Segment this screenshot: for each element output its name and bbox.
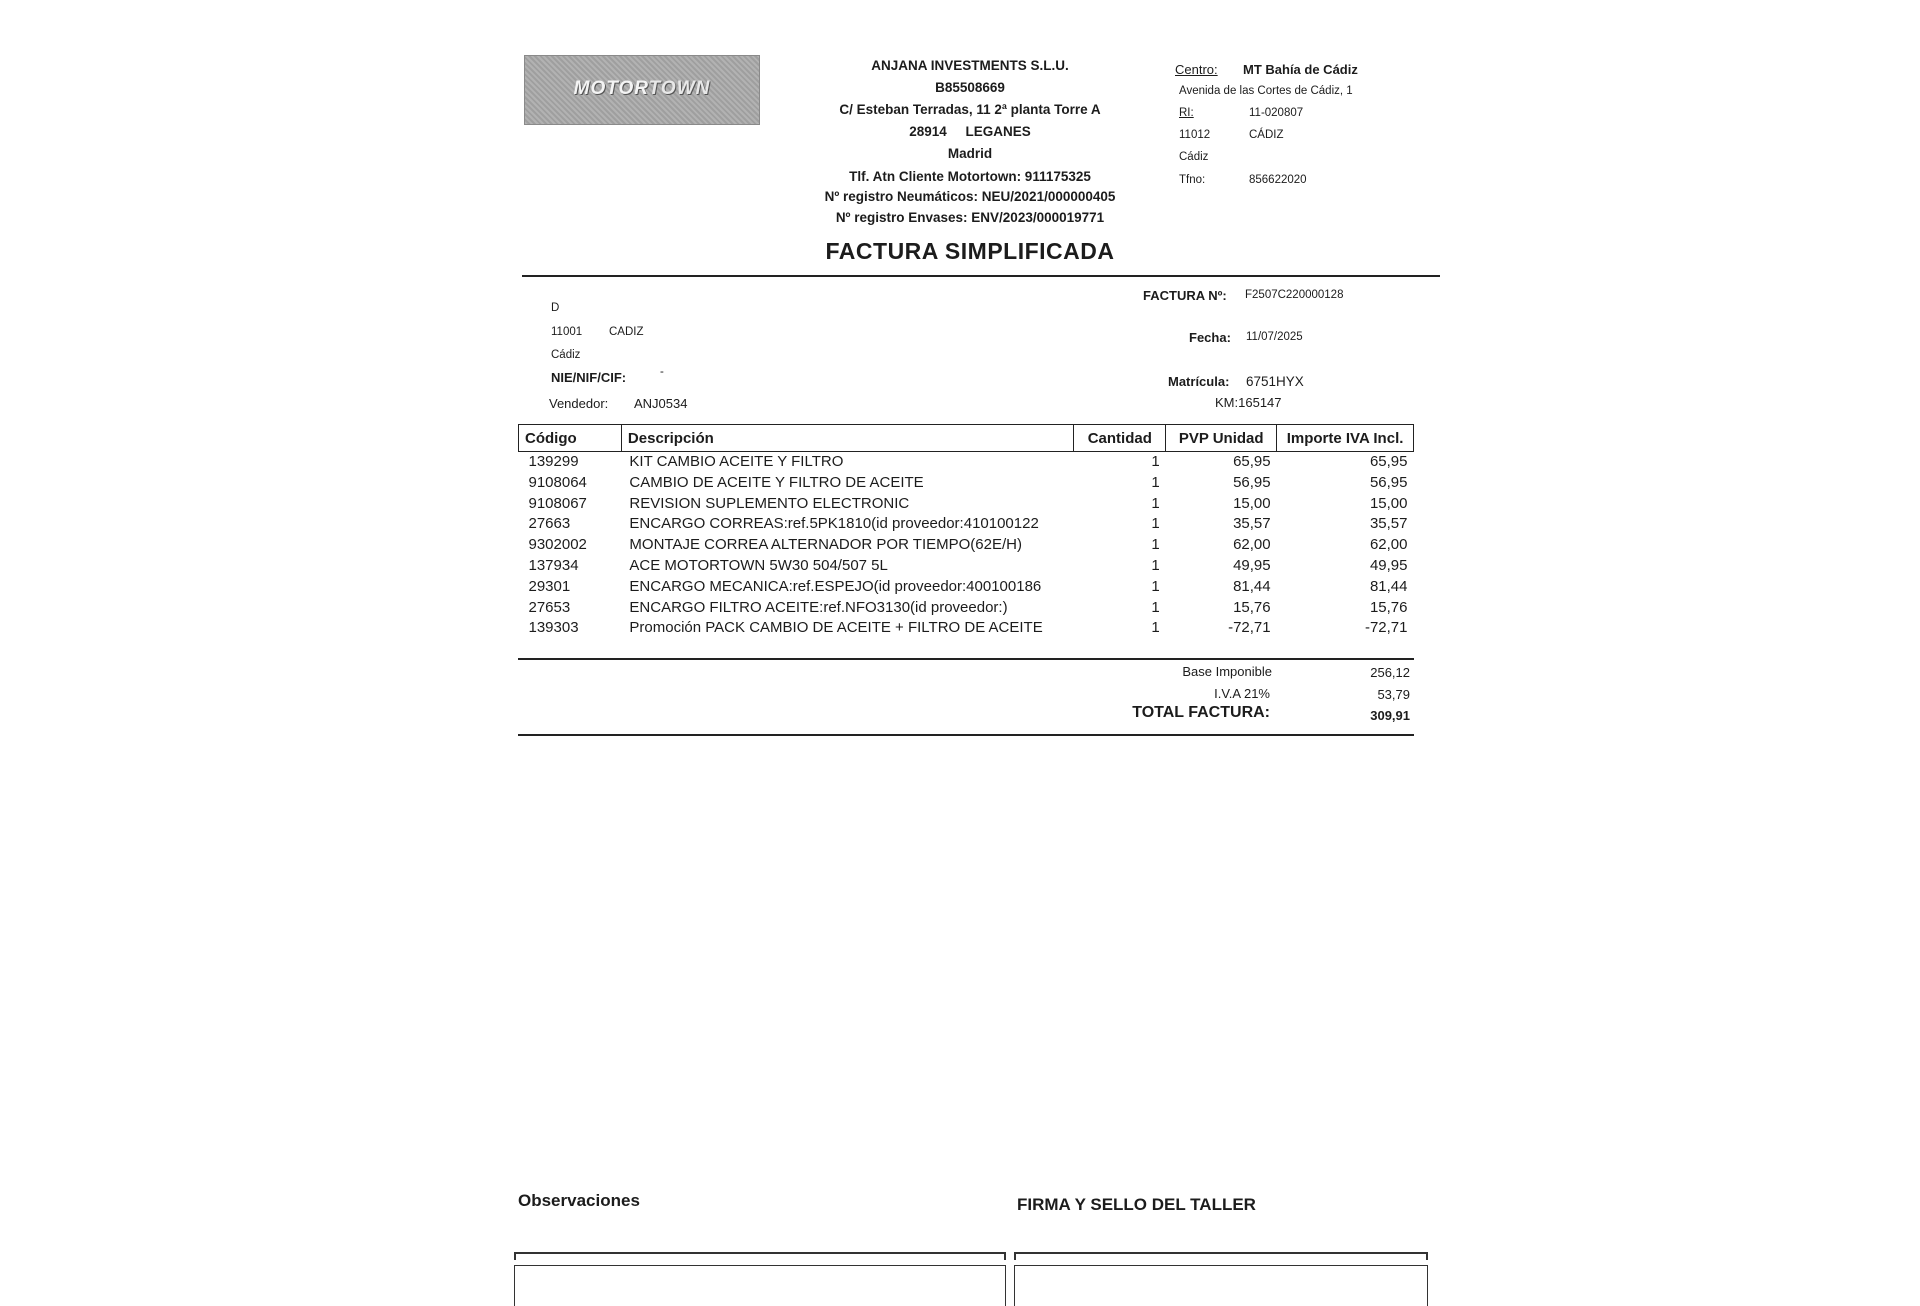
table-row [519, 535, 1414, 556]
table-row [519, 514, 1414, 535]
item-quantity: 1 [1151, 473, 1160, 491]
table-header-row [519, 425, 1414, 452]
km-line: KM:165147 [1215, 395, 1282, 410]
plate-label: Matrícula: [1168, 374, 1230, 389]
item-unit-price: 62,00 [1233, 536, 1271, 554]
base-label: Base Imponible [1182, 664, 1272, 679]
item-description: CAMBIO DE ACEITE Y FILTRO DE ACEITE [629, 473, 924, 491]
item-description: ENCARGO FILTRO ACEITE:ref.NFO3130(id proveedor:) [629, 598, 1008, 616]
item-quantity: 1 [1151, 619, 1160, 637]
item-total: 81,44 [1369, 577, 1408, 595]
date-label: Fecha: [1189, 330, 1231, 345]
item-unit-price: 35,57 [1233, 515, 1271, 533]
table-bottom-divider [518, 658, 1414, 660]
item-total: 15,76 [1369, 598, 1408, 616]
item-code: 9108064 [528, 473, 587, 491]
company-cif: B85508669 [935, 80, 1005, 95]
customer-postal-code: 11001 [551, 326, 583, 338]
iva-value: 53,79 [1377, 687, 1410, 702]
table-row [519, 598, 1414, 619]
signature-box-right [1426, 1252, 1428, 1260]
item-quantity: 1 [1151, 598, 1160, 616]
item-description: MONTAJE CORREA ALTERNADOR POR TIEMPO(62E/H) [629, 536, 1022, 554]
table-row [519, 577, 1414, 598]
item-description: REVISION SUPLEMENTO ELECTRONIC [629, 494, 910, 512]
item-code: 139299 [528, 453, 579, 470]
signature-label: FIRMA Y SELLO DEL TALLER [1017, 1195, 1256, 1214]
table-row [519, 618, 1414, 639]
item-code: 27663 [528, 515, 571, 533]
item-total: 62,00 [1369, 536, 1408, 554]
item-quantity: 1 [1151, 494, 1160, 512]
observations-box-left [514, 1252, 516, 1260]
company-info [780, 58, 1160, 238]
company-city-line: 28914 LEGANES [909, 124, 1031, 139]
item-description: KIT CAMBIO ACEITE Y FILTRO [629, 453, 844, 470]
total-value: 309,91 [1370, 708, 1410, 723]
base-value: 256,12 [1370, 665, 1410, 680]
signature-box-top [1014, 1252, 1427, 1254]
header-unit-price: PVP Unidad [1166, 425, 1277, 452]
tyres-registry: Nº registro Neumáticos: NEU/2021/000000405 [824, 189, 1116, 204]
packaging-registry: Nº registro Envases: ENV/2023/000019771 [835, 210, 1105, 225]
phone-label: Tfno: [1179, 174, 1206, 186]
center-postal-code: 11012 [1179, 129, 1211, 141]
item-code: 9302002 [528, 536, 587, 554]
company-phone: Tlf. Atn Cliente Motortown: 911175325 [849, 169, 1091, 184]
item-total: 56,95 [1369, 473, 1408, 491]
nif-label: NIE/NIF/CIF: [551, 370, 627, 385]
header-total: Importe IVA Incl. [1277, 425, 1414, 452]
table-row [519, 452, 1414, 473]
invoice-number-label: FACTURA Nº: [1143, 288, 1227, 303]
signature-box-left [1014, 1252, 1016, 1260]
phone-value: 856622020 [1249, 174, 1307, 186]
nif-value: - [660, 366, 664, 378]
table-row [519, 494, 1414, 515]
item-quantity: 1 [1151, 536, 1160, 554]
iva-label: I.V.A 21% [1214, 686, 1270, 701]
customer-city: CADIZ [609, 326, 644, 338]
item-code: 139303 [528, 619, 579, 637]
item-unit-price: 81,44 [1233, 577, 1271, 595]
item-total: 15,00 [1369, 494, 1408, 512]
item-code: 27653 [528, 598, 571, 616]
item-quantity: 1 [1151, 577, 1160, 595]
total-label: TOTAL FACTURA: [1132, 704, 1270, 721]
item-quantity: 1 [1151, 515, 1160, 533]
plate-value: 6751HYX [1246, 374, 1304, 389]
item-total: 65,95 [1369, 453, 1408, 470]
observations-box-top [514, 1252, 1005, 1254]
item-unit-price: 56,95 [1233, 473, 1271, 491]
item-code: 29301 [528, 577, 571, 595]
document-title: FACTURA SIMPLIFICADA [825, 238, 1115, 264]
observations-label: Observaciones [518, 1191, 640, 1210]
title-divider [522, 275, 1440, 277]
item-total: 35,57 [1369, 515, 1408, 533]
signature-box [1014, 1265, 1428, 1306]
item-code: 9108067 [528, 494, 587, 512]
invoice-date: 11/07/2025 [1246, 331, 1303, 343]
center-name: MT Bahía de Cádiz [1243, 62, 1358, 77]
item-description: ENCARGO CORREAS:ref.5PK1810(id proveedor:410100122 [629, 515, 1039, 533]
company-province: Madrid [947, 146, 993, 161]
item-unit-price: 49,95 [1233, 556, 1271, 574]
customer-name: D [551, 302, 560, 314]
seller-value: ANJ0534 [634, 396, 688, 411]
center-label: Centro: [1175, 62, 1218, 77]
item-description: ACE MOTORTOWN 5W30 504/507 5L [629, 556, 888, 574]
center-city: CÁDIZ [1249, 129, 1284, 141]
seller-label: Vendedor: [549, 396, 609, 411]
motortown-logo [524, 55, 760, 125]
header-code: Código [519, 425, 622, 452]
observations-box [514, 1265, 1006, 1306]
company-name: ANJANA INVESTMENTS S.L.U. [871, 58, 1069, 73]
ri-label: RI: [1179, 107, 1194, 119]
header-quantity: Cantidad [1074, 425, 1166, 452]
company-address: C/ Esteban Terradas, 11 2ª planta Torre A [839, 102, 1101, 117]
center-province: Cádiz [1179, 151, 1209, 163]
item-unit-price: -72,71 [1228, 619, 1271, 637]
center-address: Avenida de las Cortes de Cádiz, 1 [1179, 85, 1353, 97]
item-total: 49,95 [1369, 556, 1408, 574]
totals-divider [518, 734, 1414, 736]
table-row [519, 473, 1414, 494]
items-table [518, 424, 1414, 639]
item-unit-price: 15,00 [1233, 494, 1271, 512]
item-quantity: 1 [1151, 556, 1160, 574]
item-unit-price: 65,95 [1233, 453, 1271, 470]
item-description: ENCARGO MECANICA:ref.ESPEJO(id proveedor:400100186 [629, 577, 1042, 595]
item-total: -72,71 [1364, 619, 1408, 637]
ri-value: 11-020807 [1249, 107, 1304, 119]
customer-province: Cádiz [551, 349, 581, 361]
table-row [519, 556, 1414, 577]
item-code: 137934 [528, 556, 579, 574]
item-unit-price: 15,76 [1233, 598, 1271, 616]
invoice-number: F2507C220000128 [1245, 289, 1344, 301]
logo-text: MOTORTOWN [573, 78, 711, 99]
item-description: Promoción PACK CAMBIO DE ACEITE + FILTRO DE ACEITE [629, 619, 1043, 637]
observations-box-right [1004, 1252, 1006, 1260]
item-quantity: 1 [1151, 453, 1160, 470]
header-description: Descripción [621, 425, 1073, 452]
